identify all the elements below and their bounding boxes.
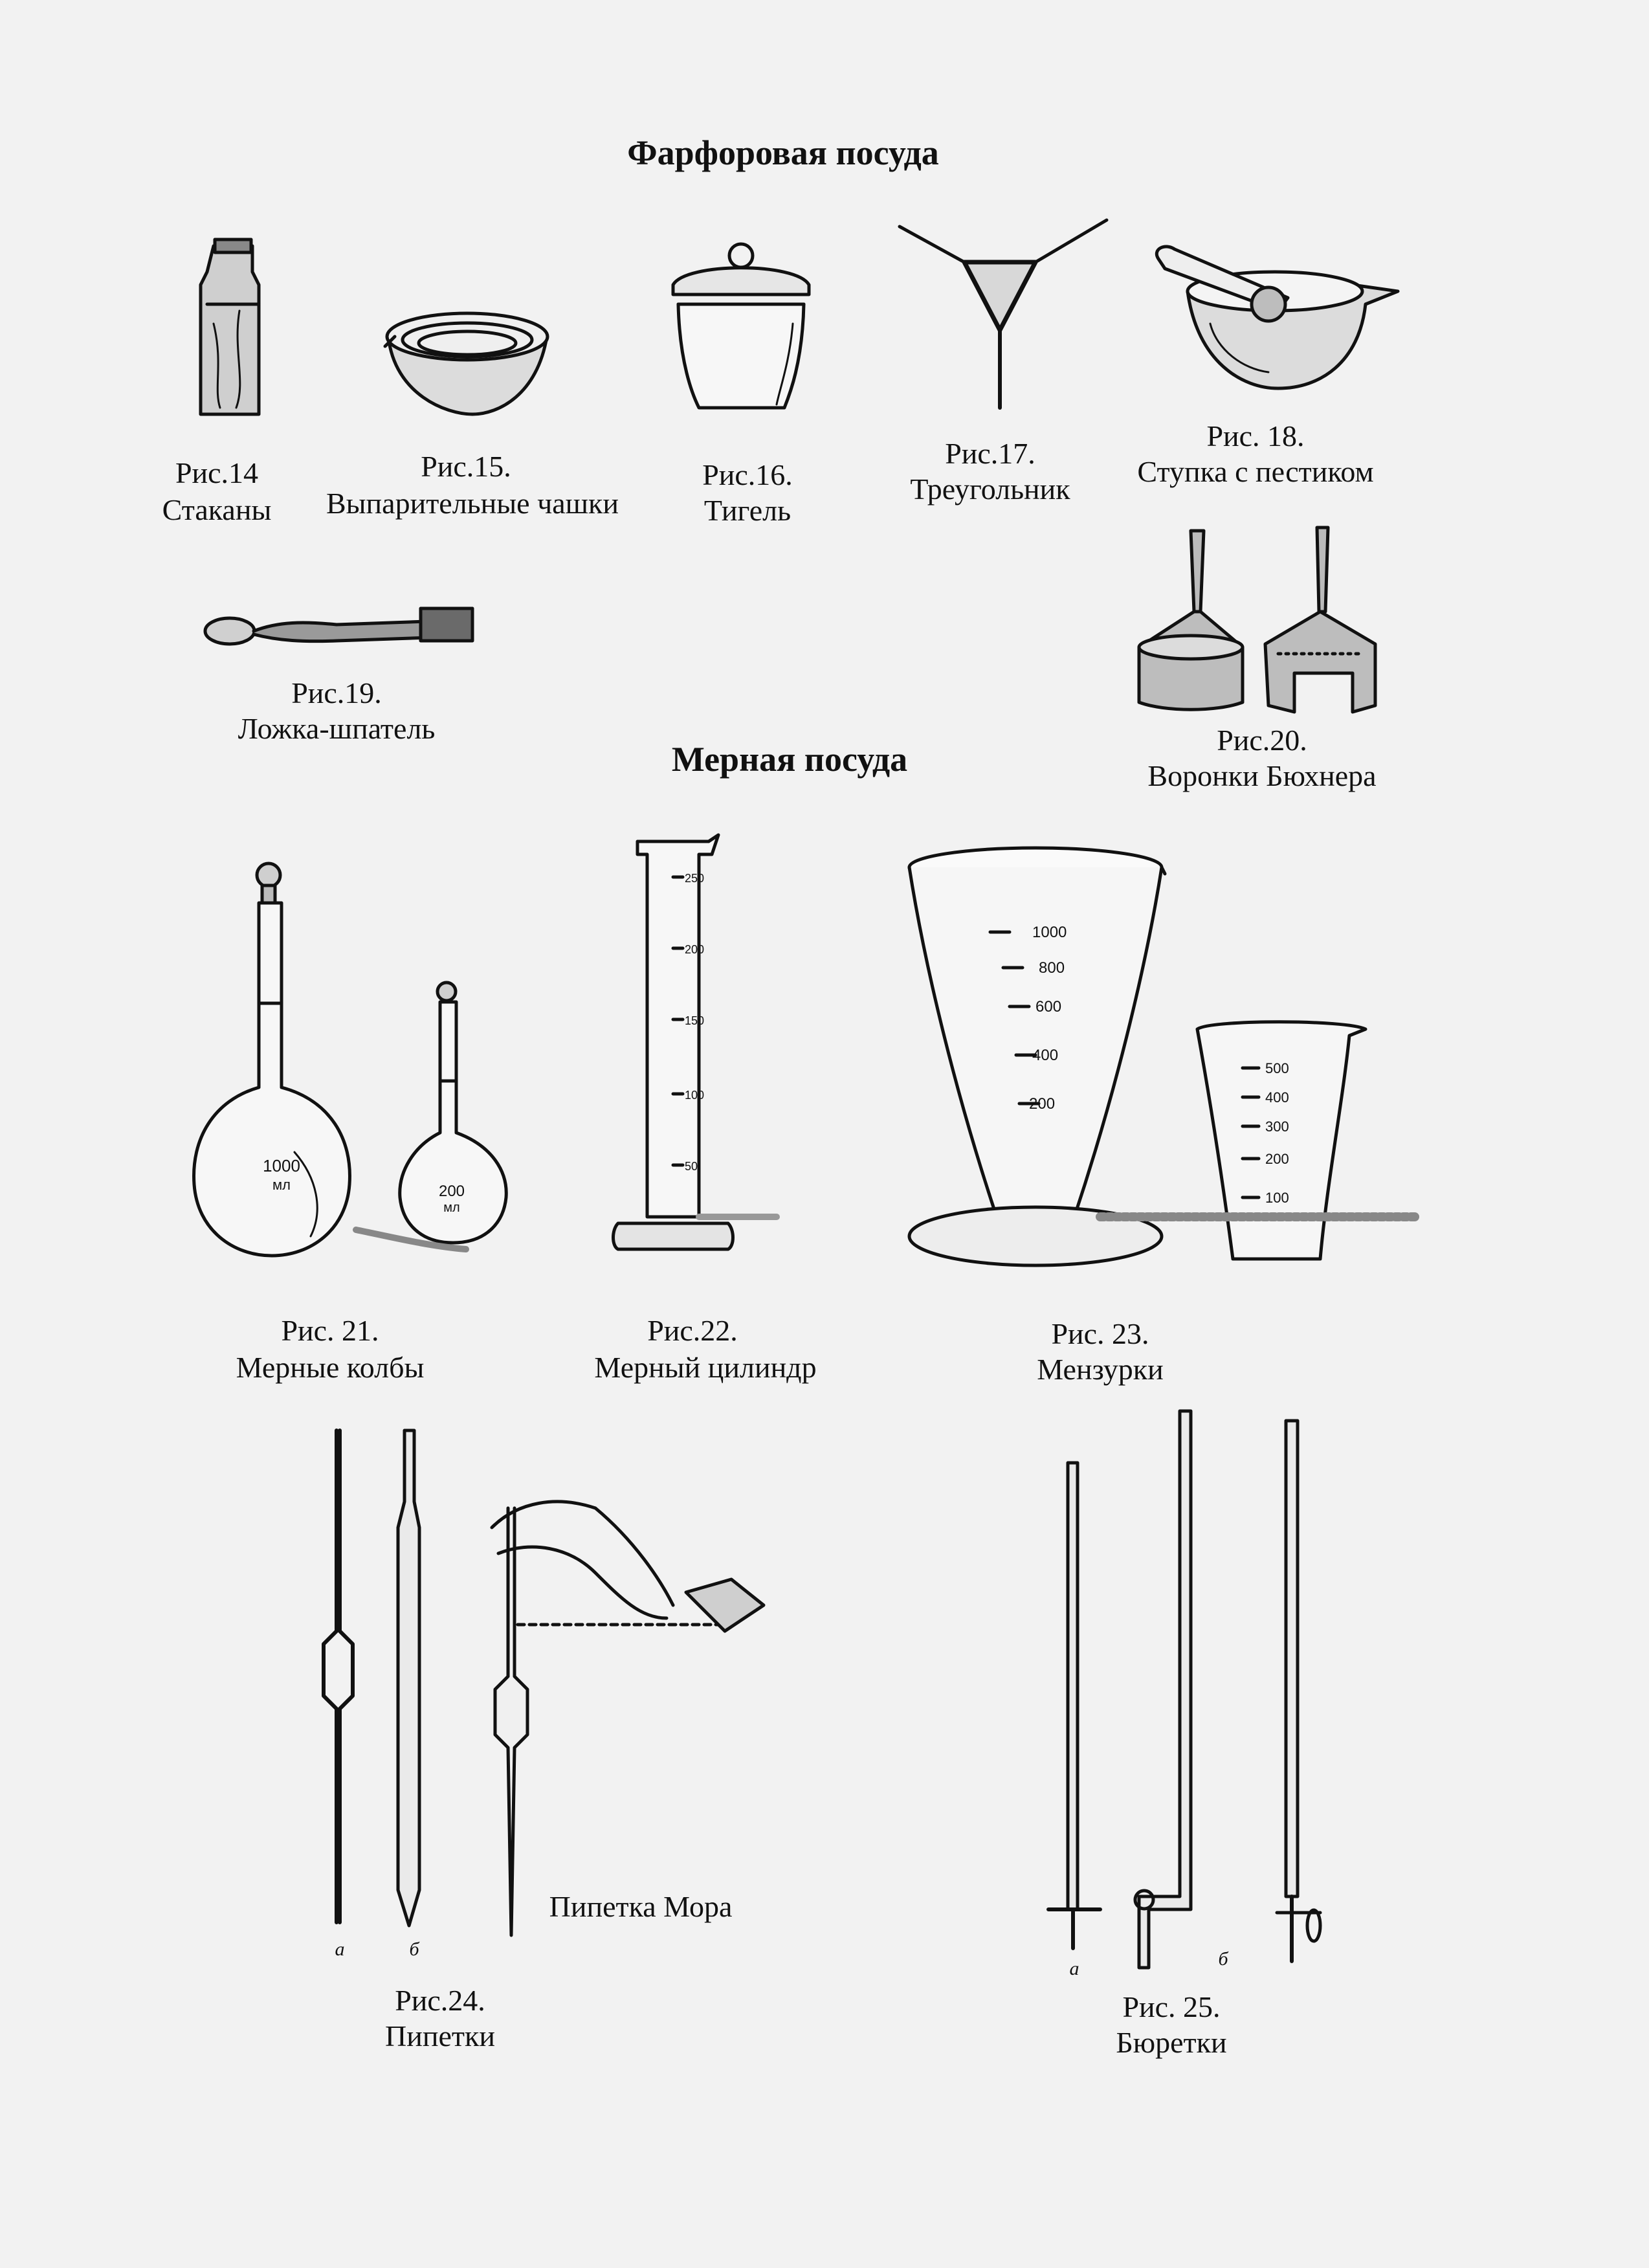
mohr-pipette-label: Пипетка Мора bbox=[549, 1890, 733, 1923]
measuring-glasses-image bbox=[909, 848, 1417, 1265]
fig20-caption: Воронки Бюхнера bbox=[1147, 759, 1377, 792]
flask-small-volume: 200 bbox=[438, 1183, 465, 1200]
spoon-spatula-image bbox=[205, 608, 472, 644]
fig19-caption: Ложка-шпатель bbox=[238, 712, 436, 745]
fig20-number: Рис.20. bbox=[1217, 724, 1307, 757]
cylinder-mark-100: 100 bbox=[685, 1089, 705, 1102]
evaporating-dish-image bbox=[385, 313, 548, 414]
fig25-caption: Бюретки bbox=[1116, 2026, 1227, 2059]
fig24-number: Рис.24. bbox=[395, 1984, 485, 2017]
buchner-funnels-image bbox=[1139, 528, 1375, 712]
beaker-big-mark-400: 400 bbox=[1032, 1047, 1059, 1064]
mortar-and-pestle-image bbox=[1157, 247, 1398, 388]
crucible-image bbox=[673, 244, 809, 408]
fig21-number: Рис. 21. bbox=[281, 1314, 379, 1347]
fig22-number: Рис.22. bbox=[647, 1314, 738, 1347]
clay-triangle-image bbox=[900, 220, 1107, 408]
pipette-b-label: б bbox=[409, 1939, 419, 1960]
beaker-small-mark-200: 200 bbox=[1265, 1151, 1289, 1167]
fig23-caption: Мензурки bbox=[1037, 1353, 1164, 1386]
cylinder-mark-250: 250 bbox=[685, 872, 705, 885]
burettes-image bbox=[1048, 1411, 1320, 1968]
beaker-small-mark-100: 100 bbox=[1265, 1190, 1289, 1206]
beaker-small-mark-300: 300 bbox=[1265, 1118, 1289, 1135]
flask-big-volume: 1000 bbox=[263, 1156, 300, 1175]
pipette-a-label: а bbox=[335, 1939, 345, 1960]
fig15-number: Рис.15. bbox=[421, 450, 511, 483]
fig17-caption: Треугольник bbox=[910, 472, 1070, 506]
fig18-caption: Ступка с пестиком bbox=[1137, 455, 1374, 488]
fig16-caption: Тигель bbox=[703, 494, 791, 527]
beaker-big-mark-200: 200 bbox=[1029, 1095, 1056, 1113]
pipettes-image bbox=[324, 1430, 764, 1935]
cylinder-mark-150: 150 bbox=[685, 1014, 705, 1027]
beaker-small-mark-400: 400 bbox=[1265, 1089, 1289, 1106]
fig24-caption: Пипетки bbox=[385, 2019, 495, 2052]
burette-b-label: б bbox=[1218, 1948, 1228, 1970]
fig22-caption: Мерный цилиндр bbox=[594, 1351, 817, 1384]
fig17-number: Рис.17. bbox=[945, 437, 1035, 470]
beaker-small-mark-500: 500 bbox=[1265, 1060, 1289, 1076]
burette-a-label: а bbox=[1069, 1958, 1079, 1979]
fig23-number: Рис. 23. bbox=[1051, 1317, 1149, 1350]
cylinder-mark-200: 200 bbox=[685, 943, 705, 956]
porcelain-beaker-image bbox=[201, 239, 259, 414]
fig16-number: Рис.16. bbox=[702, 458, 793, 491]
flask-small-unit: мл bbox=[443, 1201, 460, 1215]
fig21-caption: Мерные колбы bbox=[236, 1351, 425, 1384]
fig14-caption: Стаканы bbox=[162, 493, 272, 526]
fig14-number: Рис.14 bbox=[175, 456, 259, 489]
fig25-number: Рис. 25. bbox=[1122, 1990, 1221, 2023]
beaker-big-mark-600: 600 bbox=[1035, 998, 1062, 1016]
measuring-ware-heading: Мерная посуда bbox=[671, 740, 908, 779]
fig19-number: Рис.19. bbox=[291, 676, 382, 709]
fig18-number: Рис. 18. bbox=[1206, 419, 1305, 452]
cylinder-mark-50: 50 bbox=[685, 1160, 698, 1173]
graduated-cylinder-image bbox=[614, 835, 777, 1249]
fig15-caption: Выпарительные чашки bbox=[326, 487, 619, 520]
beaker-big-mark-1000: 1000 bbox=[1032, 924, 1067, 941]
flask-big-unit: мл bbox=[272, 1177, 291, 1193]
beaker-big-mark-800: 800 bbox=[1039, 959, 1065, 977]
porcelain-ware-heading: Фарфоровая посуда bbox=[627, 133, 939, 172]
